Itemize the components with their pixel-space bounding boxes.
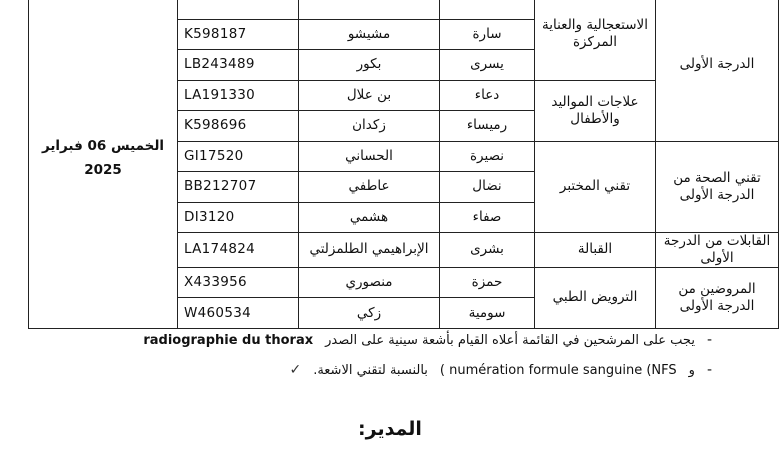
specialty-cell: الاستعجالية والعناية المركزة (535, 0, 656, 80)
candidate-first-name: بشرى (440, 233, 535, 268)
note-nfs-text: بالنسبة لتقني الاشعة. (313, 362, 428, 378)
note-nfs-latin: ( numération formule sanguine (NFS (439, 362, 677, 378)
candidate-first-name (440, 0, 535, 19)
candidate-first-name: صفاء (440, 202, 535, 233)
specialty-cell: علاجات المواليد والأطفال (535, 80, 656, 141)
candidate-family-name: الحساني (299, 141, 440, 172)
notes-section (40, 332, 712, 392)
note-xray-latin: radiographie du thorax (143, 332, 314, 348)
candidate-code: X433956 (178, 267, 299, 298)
grade-cell: المروضين من الدرجة الأولى (656, 267, 779, 328)
candidate-code (178, 0, 299, 19)
candidate-code: LB243489 (178, 50, 299, 81)
candidate-code: LA174824 (178, 233, 299, 268)
specialty-cell: الترويض الطبي (535, 267, 656, 328)
note-nfs-prefix: و (688, 362, 695, 378)
checkmark-icon: ✓ (289, 362, 302, 378)
candidate-code: DI3120 (178, 202, 299, 233)
grade-cell: تقني الصحة من الدرجة الأولى (656, 141, 779, 233)
candidate-first-name: يسرى (440, 50, 535, 81)
grade-cell: القابلات من الدرجة الأولى (656, 233, 779, 268)
candidate-family-name: زكدان (299, 111, 440, 142)
candidate-code: LA191330 (178, 80, 299, 111)
specialty-cell: القبالة (535, 233, 656, 268)
table-row (29, 0, 779, 19)
candidate-family-name: بكور (299, 50, 440, 81)
exam-date-cell (29, 0, 178, 328)
candidate-family-name (299, 0, 440, 19)
candidate-code: BB212707 (178, 172, 299, 203)
director-signature-title: المدير: (358, 418, 422, 440)
exam-date-year: 2025 (84, 162, 122, 179)
candidate-family-name: زكي (299, 298, 440, 329)
note-item-xray (40, 332, 712, 348)
candidate-family-name: هشمي (299, 202, 440, 233)
candidate-family-name: بن علال (299, 80, 440, 111)
candidate-first-name: رميساء (440, 111, 535, 142)
candidate-code: GI17520 (178, 141, 299, 172)
candidate-code: K598187 (178, 19, 299, 50)
exam-date-day: الخميس 06 فبراير (41, 138, 165, 155)
bullet-dash: - (706, 362, 712, 378)
candidate-family-name: منصوري (299, 267, 440, 298)
note-xray-text: يجب على المرشحين في القائمة أعلاه القيام بأشعة سينية على الصدر (325, 332, 695, 348)
grade-cell: الدرجة الأولى (656, 0, 779, 141)
candidate-first-name: سارة (440, 19, 535, 50)
note-item-nfs (40, 362, 712, 378)
candidate-code: K598696 (178, 111, 299, 142)
bullet-dash: - (706, 332, 712, 348)
candidate-family-name: الإبراهيمي الطلمزلتي (299, 233, 440, 268)
candidate-first-name: سومية (440, 298, 535, 329)
specialty-cell: تقني المختبر (535, 141, 656, 233)
candidate-code: W460534 (178, 298, 299, 329)
candidate-family-name: عاطفي (299, 172, 440, 203)
candidate-first-name: نصيرة (440, 141, 535, 172)
candidate-family-name: مشيشو (299, 19, 440, 50)
candidates-table (28, 0, 779, 329)
candidate-first-name: دعاء (440, 80, 535, 111)
candidate-first-name: حمزة (440, 267, 535, 298)
candidate-first-name: نضال (440, 172, 535, 203)
